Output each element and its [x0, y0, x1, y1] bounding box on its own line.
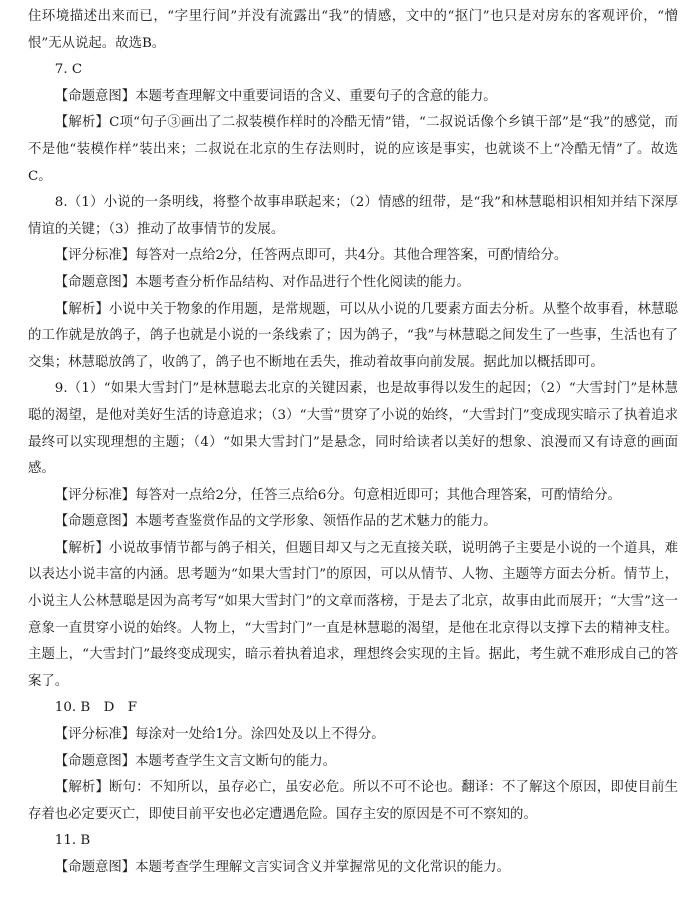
- answer-9: 9.（1）“如果大雪封门”是林慧聪去北京的关键因素，也是故事得以发生的起因；（2）“大雪封门”是林慧聪的渴望，是他对美好生活的诗意追求；（3）“大雪”贯穿了小说的始终，“大雪封门”变成现实暗示了执着追求最终可以实现理想的主题；（4）“如果大雪封门”是悬念，同时给读者以美好的想象、浪漫而又有诗意的画面感。: [28, 381, 678, 477]
- q9-intent: 【命题意图】本题考查鉴赏作品的文学形象、领悟作品的艺术魅力的能力。: [54, 514, 497, 530]
- q9-scoring-standard: 【评分标准】每答对一点给2分，任答三点给6分。句意相近即可；其他合理答案，可酌情给分。: [54, 487, 621, 503]
- q7-intent: 【命题意图】本题考查理解文中重要词语的含义、重要句子的含意的能力。: [54, 88, 497, 104]
- q10-analysis: 【解析】断句：不知所以，虽存必亡，虽安必危。所以不可不论也。翻译：不了解这个原因，即使目前生存着也必定要灭亡，即使目前平安也必定遭遇危险。国存主安的原因是不可不察知的。: [28, 780, 678, 822]
- q8-analysis: 【解析】小说中关于物象的作用题，是常规题，可以从小说的几要素方面去分析。从整个故事看，林慧聪的工作就是放鸽子，鸽子也就是小说的一条线索了；因为鸽子，“我”与林慧聪之间发生了一些事，生活也有了交集；林慧聪放鸽了，收鸽了，鸽子也不断地在丢失，推动着故事向前发展。据此加以概括即可。: [28, 301, 678, 370]
- q11-intent: 【命题意图】本题考查学生理解文言实词含义并掌握常见的文化常识的能力。: [54, 860, 511, 875]
- q8-intent: 【命题意图】本题考查分析作品结构、对作品进行个性化阅读的能力。: [54, 274, 470, 290]
- q9-analysis: 【解析】小说故事情节都与鸽子相关，但题目却又与之无直接关联，说明鸽子主要是小说的一个道具，难以表达小说丰富的内涵。思考题为“如果大雪封门”的原因，可以从情节、人物、主题等方面去分析。情节上，小说主人公林慧聪是因为高考写“如果大雪封门”的文章而落榜，于是去了北京，故事由此而展开；“大雪”这一意象一直贯穿小说的始终。人物上，“大雪封门”一直是林慧聪的渴望，是他在北京得以支撑下去的精神支柱。主题上，“大雪封门”最终变成现实，暗示着执着追求，理想终会实现的主旨。据此，考生就不难形成自己的答案了。: [28, 540, 678, 689]
- q10-scoring-standard: 【评分标准】每涂对一处给1分。涂四处及以上不得分。: [54, 727, 385, 743]
- q10-intent: 【命题意图】本题考查学生文言文断句的能力。: [54, 753, 336, 769]
- q6-analysis-continued: 住环境描述出来而已，“字里行间”并没有流露出“我”的情感，文中的“抠门”也只是对房东的客观评价，“憎恨”无从说起。故选B。: [28, 9, 678, 51]
- answer-10: 10. B D F: [54, 700, 137, 716]
- answer-8: 8.（1）小说的一条明线，将整个故事串联起来；（2）情感的纽带，是“我”和林慧聪相识相知并结下深厚情谊的关键；（3）推动了故事情节的发展。: [28, 195, 678, 237]
- answer-7: 7. C: [54, 62, 83, 78]
- q8-scoring-standard: 【评分标准】每答对一点给2分，任答两点即可，共4分。其他合理答案，可酌情给分。: [54, 248, 568, 264]
- answer-11: 11. B: [54, 833, 91, 849]
- q7-analysis: 【解析】C项“句子③画出了二叔装模作样时的冷酷无情”错，“二叔说话像个乡镇干部”是“我”的感觉，而不是他“装模作样”装出来；二叔说在北京的生存法则时，说的应该是事实，也就谈不上“冷酷无情”了。故选C。: [28, 115, 678, 184]
